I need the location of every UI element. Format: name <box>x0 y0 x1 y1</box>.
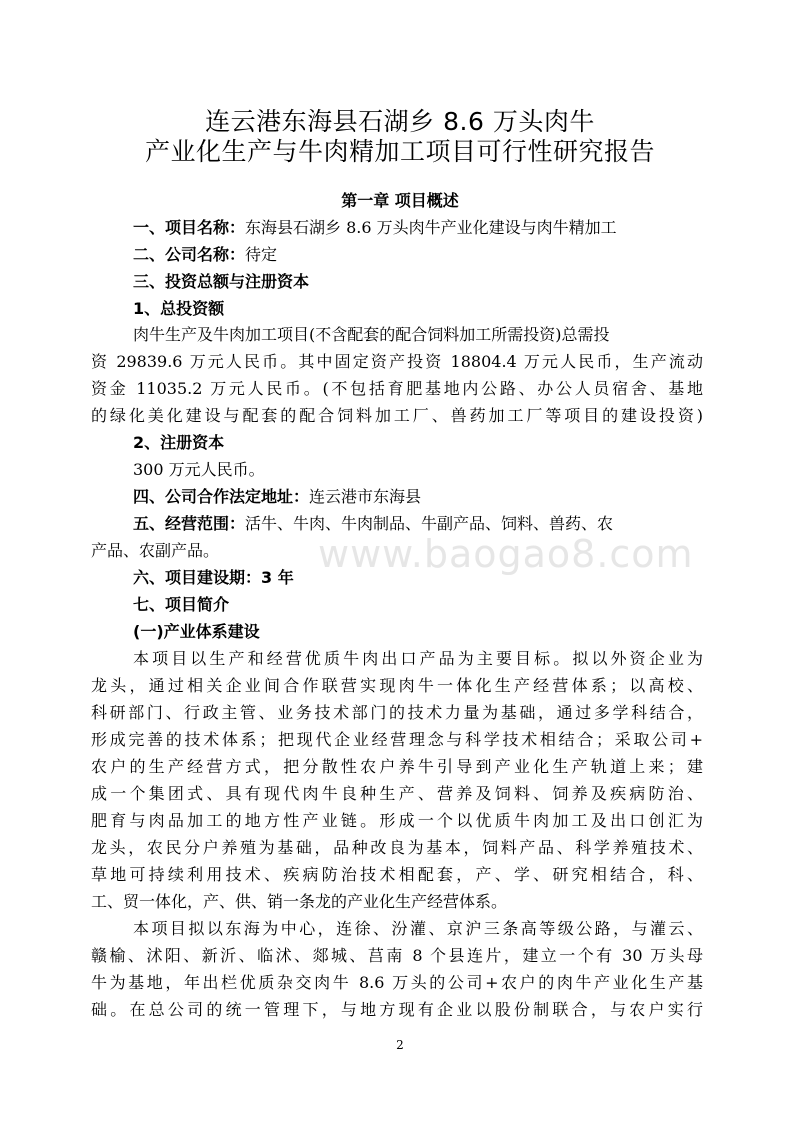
company-name-label: 二、公司名称： <box>133 245 246 264</box>
paragraph1-line: 龙头，通过相关企业间合作联营实现肉牛一体化生产经营体系；以高校、 <box>91 676 703 695</box>
investment-text-line: 肉牛生产及牛肉加工项目(不含配套的配合饲料加工所需投资)总需投 <box>133 325 610 344</box>
project-name-line <box>133 217 617 239</box>
paragraph1-line: 成一个集团式、具有现代肉牛良种生产、营养及饲料、饲养及疾病防治、 <box>91 784 703 803</box>
paragraph2-line: 本项目拟以东海为中心，连徐、汾灌、京沪三条高等级公路，与灌云、 <box>133 919 703 938</box>
report-title-line2: 产业化生产与牛肉精加工项目可行性研究报告 <box>144 137 655 166</box>
paragraph1-line: 农户的生产经营方式，把分散性农户养牛引导到产业化生产轨道上来；建 <box>91 757 703 776</box>
total-investment-heading: 1、总投资额 <box>133 299 225 318</box>
period-line <box>133 567 294 589</box>
page-number: 2 <box>396 1038 404 1052</box>
registered-capital-value: 300 万元人民币。 <box>133 460 265 479</box>
address-label: 四、公司合作法定地址： <box>133 487 310 506</box>
scope-continuation: 产品、农副产品。 <box>91 541 220 560</box>
paragraph1-line: 本项目以生产和经营优质牛肉出口产品为主要目标。拟以外资企业为 <box>133 649 703 668</box>
paragraph2-line: 赣榆、沭阳、新沂、临沭、郯城、莒南 8 个县连片，建立一个有 30 万头母 <box>91 946 703 965</box>
investment-heading: 三、投资总额与注册资本 <box>133 272 310 291</box>
registered-capital-heading: 2、注册资本 <box>133 433 225 452</box>
investment-text-line: 资金 11035.2 万元人民币。(不包括育肥基地内公路、办公人员宿舍、基地 <box>91 379 703 398</box>
company-name-value: 待定 <box>245 245 278 264</box>
period-label: 六、项目建设期： <box>133 568 262 587</box>
period-value: 3 年 <box>261 568 294 587</box>
investment-text-line: 的绿化美化建设与配套的配合饲料加工厂、兽药加工厂等项目的建设投资) <box>91 406 703 425</box>
paragraph1-line: 科研部门、行政主管、业务技术部门的技术力量为基础，通过多学科结合， <box>91 703 703 722</box>
paragraph1-line: 草地可持续利用技术、疾病防治技术相配套，产、学、研究相结合，科、 <box>91 865 703 884</box>
paragraph1-line: 龙头，农民分户养殖为基础，品种改良为基本，饲料产品、科学养殖技术、 <box>91 838 703 857</box>
company-name-line <box>133 244 277 266</box>
paragraph1-line: 工、贸一体化，产、供、销一条龙的产业化生产经营体系。 <box>91 892 508 911</box>
address-line <box>133 486 421 508</box>
industry-heading: (一)产业体系建设 <box>133 622 260 641</box>
watermark: www.baogao8.com <box>318 532 694 576</box>
paragraph1-line: 肥育与肉品加工的地方性产业链。形成一个以优质牛肉加工及出口创汇为 <box>91 811 703 830</box>
paragraph1-line: 形成完善的技术体系；把现代企业经营理念与科学技术相结合；采取公司+ <box>91 730 703 749</box>
report-title-line1: 连云港东海县石湖乡 8.6 万头肉牛 <box>205 107 595 136</box>
intro-heading: 七、项目简介 <box>133 595 230 614</box>
scope-value: 活牛、牛肉、牛肉制品、牛副产品、饲料、兽药、农 <box>245 514 614 533</box>
paragraph2-line: 础。在总公司的统一管理下，与地方现有企业以股份制联合，与农户实行 <box>91 1000 703 1019</box>
scope-label: 五、经营范围： <box>133 514 246 533</box>
project-name-label: 一、项目名称： <box>133 218 246 237</box>
investment-text-line: 资 29839.6 万元人民币。其中固定资产投资 18804.4 万元人民币，生产流动 <box>91 352 703 371</box>
paragraph2-line: 牛为基地，年出栏优质杂交肉牛 8.6 万头的公司+农户的肉牛产业化生产基 <box>91 973 703 992</box>
chapter-heading: 第一章 项目概述 <box>341 191 459 210</box>
project-name-value: 东海县石湖乡 8.6 万头肉牛产业化建设与肉牛精加工 <box>245 218 617 237</box>
address-value: 连云港市东海县 <box>309 487 422 506</box>
